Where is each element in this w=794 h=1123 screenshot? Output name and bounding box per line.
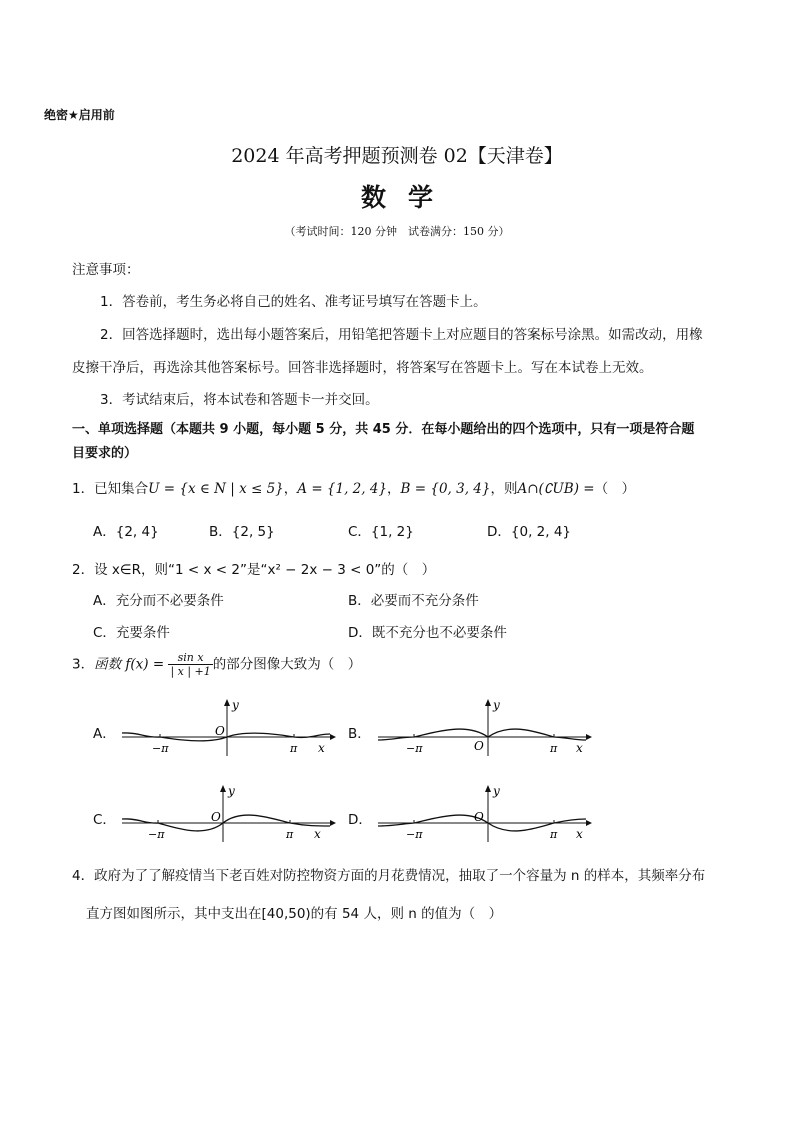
answer-paren: （ ） bbox=[594, 481, 636, 497]
graph-option-b bbox=[374, 696, 594, 760]
exam-time-info: （考试时间：120 分钟 试卷满分：150 分） bbox=[284, 225, 510, 238]
y-axis-arrow-icon bbox=[224, 699, 230, 706]
x-label: x bbox=[314, 827, 321, 841]
graph-option-a bbox=[118, 696, 338, 760]
x-axis-arrow-icon bbox=[330, 820, 336, 826]
origin-label: O bbox=[474, 739, 484, 753]
origin-label: O bbox=[215, 724, 225, 738]
x-axis-arrow-icon bbox=[586, 734, 592, 740]
pi-label: π bbox=[290, 742, 298, 755]
q1-option-c[interactable]: C．{1, 2} bbox=[348, 524, 414, 540]
question-text: 已知集合 bbox=[94, 481, 149, 497]
q3-option-d[interactable]: D． bbox=[348, 812, 372, 828]
pi-label: π bbox=[550, 742, 558, 755]
question-text: 设 x∈R，则“1 < x < 2”是“x² − 2x − 3 < 0”的（ ） bbox=[94, 562, 436, 578]
q2-option-a[interactable]: A．充分而不必要条件 bbox=[93, 593, 224, 609]
fraction-denominator: | x | +1 bbox=[170, 665, 211, 678]
q2-option-d[interactable]: D．既不充分也不必要条件 bbox=[348, 625, 507, 641]
q3-option-c[interactable]: C． bbox=[93, 812, 116, 828]
x-label: x bbox=[576, 741, 583, 755]
question-4-line1 bbox=[72, 864, 705, 884]
pi-label: π bbox=[550, 828, 558, 841]
note-item-1: 1．答卷前，考生务必将自己的姓名、准考证号填写在答题卡上。 bbox=[100, 294, 487, 310]
question-number: 1． bbox=[72, 481, 95, 497]
x-label: x bbox=[318, 741, 325, 755]
origin-label: O bbox=[474, 810, 484, 824]
subject-title: 数学 bbox=[360, 183, 455, 212]
q3-option-b[interactable]: B． bbox=[348, 726, 371, 742]
question-text: 的部分图像大致为（ ） bbox=[212, 656, 362, 673]
confidential-label: 绝密★启用前 bbox=[44, 108, 115, 122]
section-heading-line2: 目要求的） bbox=[72, 446, 138, 461]
function-fraction bbox=[168, 651, 212, 678]
set-u: U = {x ∈ N | x ≤ 5} bbox=[148, 481, 284, 497]
section-heading-line1: 一、单项选择题（本题共 9 小题，每小题 5 分，共 45 分．在每小题给出的四个选项中，只有一项是符合题 bbox=[72, 422, 695, 437]
y-axis-arrow-icon bbox=[485, 785, 491, 792]
x-axis-arrow-icon bbox=[330, 734, 336, 740]
neg-pi-label: −π bbox=[152, 742, 169, 755]
y-label: y bbox=[228, 784, 235, 798]
function-curve bbox=[122, 733, 330, 741]
y-label: y bbox=[232, 698, 239, 712]
neg-pi-label: −π bbox=[406, 828, 423, 841]
set-expression: A∩(∁UB) = bbox=[517, 481, 595, 497]
notes-heading: 注意事项： bbox=[72, 262, 140, 278]
neg-pi-label: −π bbox=[406, 742, 423, 755]
graph-option-d bbox=[374, 782, 594, 846]
y-axis-arrow-icon bbox=[485, 699, 491, 706]
y-label: y bbox=[493, 698, 500, 712]
x-label: x bbox=[576, 827, 583, 841]
origin-label: O bbox=[211, 810, 221, 824]
note-item-2-line1: 2．回答选择题时，选出每小题答案后，用铅笔把答题卡上对应题目的答案标号涂黑。如需改动，用橡 bbox=[100, 327, 703, 343]
set-a: A = {1, 2, 4} bbox=[297, 481, 388, 497]
y-axis-arrow-icon bbox=[220, 785, 226, 792]
fraction-numerator: sin x bbox=[168, 651, 212, 665]
function-label: 函数 f(x) = bbox=[94, 656, 165, 673]
question-text: 政府为了了解疫情当下老百姓对防控物资方面的月花费情况，抽取了一个容量为 n 的样本，其频率分布 bbox=[94, 868, 706, 884]
graph-option-c bbox=[118, 782, 338, 846]
question-number: 2． bbox=[72, 562, 95, 578]
exam-title: 2024 年高考押题预测卷 02【天津卷】 bbox=[231, 145, 563, 167]
question-3-stem bbox=[72, 651, 361, 678]
q1-option-b[interactable]: B．{2, 5} bbox=[209, 524, 275, 540]
neg-pi-label: −π bbox=[148, 828, 165, 841]
question-text: ，则 bbox=[490, 481, 518, 497]
y-label: y bbox=[493, 784, 500, 798]
q2-option-c[interactable]: C．充要条件 bbox=[93, 625, 170, 641]
pi-label: π bbox=[286, 828, 294, 841]
x-axis-arrow-icon bbox=[586, 820, 592, 826]
note-item-2-line2: 皮擦干净后，再选涂其他答案标号。回答非选择题时，将答案写在答题卡上。写在本试卷上无效。 bbox=[72, 360, 653, 376]
question-2-stem bbox=[72, 558, 435, 578]
q2-option-b[interactable]: B．必要而不充分条件 bbox=[348, 593, 479, 609]
q1-option-d[interactable]: D．{0, 2, 4} bbox=[487, 524, 572, 540]
question-4-line2: 直方图如图所示，其中支出在[40,50)的有 54 人，则 n 的值为（ ） bbox=[86, 906, 503, 922]
q1-option-a[interactable]: A．{2, 4} bbox=[93, 524, 159, 540]
q3-option-a[interactable]: A． bbox=[93, 726, 116, 742]
question-number: 4． bbox=[72, 868, 95, 884]
set-b: B = {0, 3, 4} bbox=[400, 481, 491, 497]
note-item-3: 3．考试结束后，将本试卷和答题卡一并交回。 bbox=[100, 392, 379, 408]
question-1-stem: 1．已知集合U = {x ∈ N | x ≤ 5}，A = {1, 2, 4}，B = {0, 3, 4}，则A∩(∁UB) =（ ） bbox=[72, 481, 636, 497]
question-number: 3． bbox=[72, 656, 95, 673]
